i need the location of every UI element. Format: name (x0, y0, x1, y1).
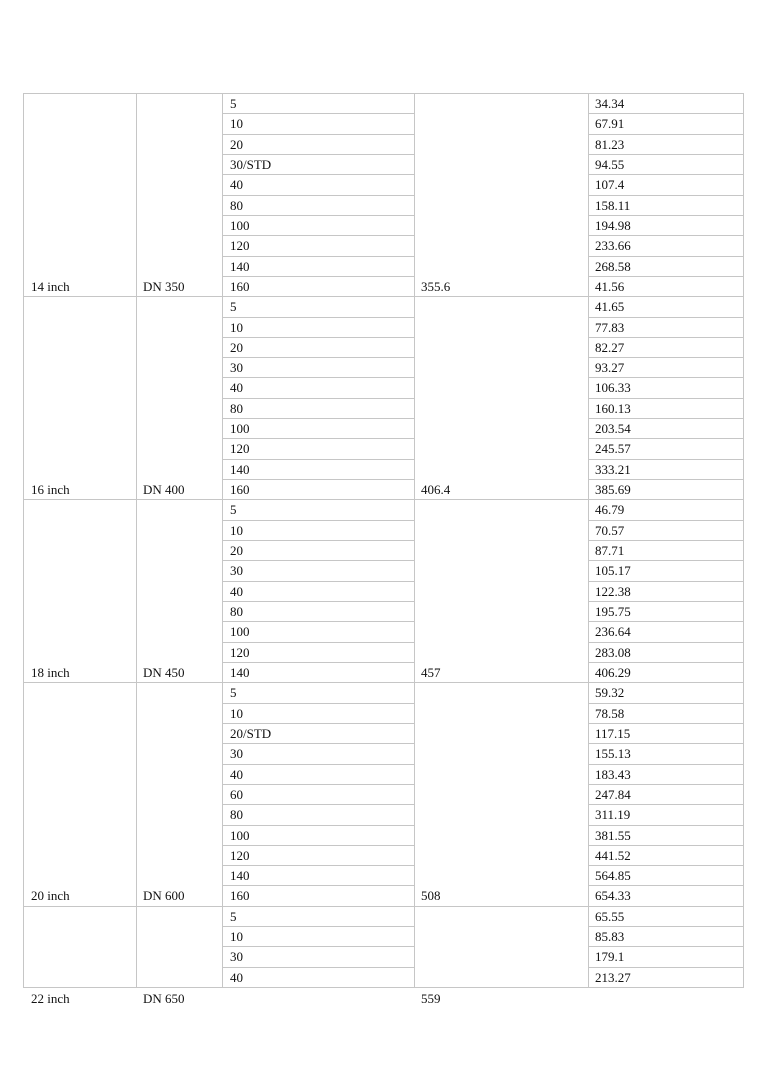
row-divider (222, 256, 414, 257)
weight-cell: 94.55 (595, 156, 625, 172)
row-divider (222, 967, 414, 968)
row-divider (222, 134, 414, 135)
weight-cell: 236.64 (595, 624, 631, 640)
weight-cell: 311.19 (595, 807, 631, 823)
schedule-cell: 160 (230, 888, 250, 904)
row-divider (588, 357, 743, 358)
schedule-cell: 100 (230, 421, 250, 437)
outside-diameter-cell: 508 (421, 888, 441, 904)
weight-cell: 122.38 (595, 583, 631, 599)
row-divider (222, 662, 414, 663)
table-top-border (23, 93, 743, 94)
row-divider (222, 276, 414, 277)
row-divider (222, 764, 414, 765)
schedule-cell: 140 (230, 461, 250, 477)
nominal-size-cell: 14 inch (31, 278, 70, 294)
row-divider (588, 337, 743, 338)
group-divider (23, 499, 744, 500)
weight-cell: 67.91 (595, 116, 625, 132)
row-divider (588, 134, 743, 135)
row-divider (222, 703, 414, 704)
row-divider (588, 601, 743, 602)
weight-cell: 93.27 (595, 360, 625, 376)
dn-size-cell: DN 450 (143, 664, 185, 680)
nominal-size-cell: 16 inch (31, 482, 70, 498)
nominal-size-cell: 18 inch (31, 664, 70, 680)
schedule-cell: 40 (230, 583, 243, 599)
row-divider (588, 398, 743, 399)
row-divider (222, 195, 414, 196)
weight-cell: 406.29 (595, 664, 631, 680)
weight-cell: 179.1 (595, 949, 625, 965)
schedule-cell: 20 (230, 136, 243, 152)
weight-cell: 283.08 (595, 644, 631, 660)
row-divider (222, 520, 414, 521)
row-divider (588, 215, 743, 216)
schedule-cell: 40 (230, 766, 243, 782)
weight-cell: 81.23 (595, 136, 625, 152)
group-divider (23, 296, 744, 297)
weight-cell: 65.55 (595, 908, 625, 924)
row-divider (222, 377, 414, 378)
outside-diameter-cell: 457 (421, 664, 441, 680)
schedule-cell: 30 (230, 360, 243, 376)
row-divider (588, 276, 743, 277)
row-divider (222, 479, 414, 480)
outside-diameter-cell: 559 (421, 991, 441, 1007)
weight-cell: 441.52 (595, 847, 631, 863)
row-divider (222, 357, 414, 358)
group-divider (23, 987, 744, 988)
weight-cell: 381.55 (595, 827, 631, 843)
row-divider (588, 967, 743, 968)
dn-size-cell: DN 650 (143, 991, 185, 1007)
schedule-cell: 20 (230, 543, 243, 559)
schedule-cell: 120 (230, 441, 250, 457)
weight-cell: 233.66 (595, 238, 631, 254)
row-divider (222, 865, 414, 866)
schedule-cell: 120 (230, 238, 250, 254)
row-divider (588, 621, 743, 622)
schedule-cell: 80 (230, 807, 243, 823)
schedule-cell: 120 (230, 847, 250, 863)
row-divider (588, 946, 743, 947)
weight-cell: 117.15 (595, 725, 631, 741)
weight-cell: 78.58 (595, 705, 625, 721)
row-divider (588, 784, 743, 785)
weight-cell: 213.27 (595, 969, 631, 985)
row-divider (588, 540, 743, 541)
schedule-cell: 160 (230, 278, 250, 294)
weight-cell: 268.58 (595, 258, 631, 274)
row-divider (222, 560, 414, 561)
schedule-cell: 40 (230, 177, 243, 193)
column-divider (743, 93, 744, 988)
row-divider (222, 337, 414, 338)
schedule-cell: 140 (230, 258, 250, 274)
row-divider (588, 459, 743, 460)
weight-cell: 245.57 (595, 441, 631, 457)
weight-cell: 203.54 (595, 421, 631, 437)
dn-size-cell: DN 600 (143, 888, 185, 904)
weight-cell: 183.43 (595, 766, 631, 782)
weight-cell: 155.13 (595, 746, 631, 762)
weight-cell: 34.34 (595, 96, 625, 111)
row-divider (588, 845, 743, 846)
row-divider (588, 174, 743, 175)
row-divider (588, 926, 743, 927)
row-divider (222, 885, 414, 886)
weight-cell: 105.17 (595, 563, 631, 579)
weight-cell: 85.83 (595, 929, 625, 945)
nominal-size-cell: 22 inch (31, 991, 70, 1007)
row-divider (222, 174, 414, 175)
schedule-cell: 20 (230, 339, 243, 355)
outside-diameter-cell: 406.4 (421, 482, 451, 498)
row-divider (222, 845, 414, 846)
schedule-cell: 100 (230, 217, 250, 233)
schedule-cell: 10 (230, 319, 243, 335)
row-divider (588, 804, 743, 805)
row-divider (588, 154, 743, 155)
dn-size-cell: DN 350 (143, 278, 185, 294)
schedule-cell: 30 (230, 563, 243, 579)
row-divider (588, 764, 743, 765)
row-divider (588, 377, 743, 378)
row-divider (222, 113, 414, 114)
weight-cell: 59.32 (595, 685, 625, 701)
weight-cell: 82.27 (595, 339, 625, 355)
row-divider (222, 784, 414, 785)
schedule-cell: 40 (230, 380, 243, 396)
schedule-cell: 30 (230, 746, 243, 762)
schedule-cell: 60 (230, 786, 243, 802)
schedule-cell: 40 (230, 969, 243, 985)
row-divider (588, 581, 743, 582)
weight-cell: 385.69 (595, 482, 631, 498)
row-divider (222, 438, 414, 439)
row-divider (222, 215, 414, 216)
row-divider (222, 601, 414, 602)
row-divider (588, 520, 743, 521)
row-divider (222, 398, 414, 399)
row-divider (222, 723, 414, 724)
row-divider (588, 317, 743, 318)
group-divider (23, 682, 744, 683)
weight-cell: 87.71 (595, 543, 625, 559)
row-divider (588, 438, 743, 439)
schedule-cell: 160 (230, 482, 250, 498)
row-divider (588, 479, 743, 480)
row-divider (222, 154, 414, 155)
row-divider (588, 885, 743, 886)
row-divider (588, 723, 743, 724)
group-divider (23, 906, 744, 907)
row-divider (588, 418, 743, 419)
weight-cell: 160.13 (595, 400, 631, 416)
schedule-cell: 20/STD (230, 725, 272, 741)
row-divider (222, 804, 414, 805)
row-divider (222, 926, 414, 927)
schedule-cell: 5 (230, 96, 237, 111)
schedule-cell: 5 (230, 299, 237, 315)
schedule-cell: 100 (230, 827, 250, 843)
row-divider (588, 642, 743, 643)
column-divider (414, 93, 415, 988)
weight-cell: 247.84 (595, 786, 631, 802)
schedule-cell: 5 (230, 685, 237, 701)
schedule-cell: 80 (230, 400, 243, 416)
weight-cell: 333.21 (595, 461, 631, 477)
column-divider (222, 93, 223, 988)
row-divider (588, 195, 743, 196)
row-divider (222, 825, 414, 826)
row-divider (588, 743, 743, 744)
column-divider (136, 93, 137, 988)
schedule-cell: 30 (230, 949, 243, 965)
dn-size-cell: DN 400 (143, 482, 185, 498)
schedule-cell: 10 (230, 116, 243, 132)
weight-cell: 77.83 (595, 319, 625, 335)
schedule-cell: 5 (230, 502, 237, 518)
row-divider (222, 581, 414, 582)
weight-cell: 46.79 (595, 502, 625, 518)
row-divider (588, 256, 743, 257)
row-divider (222, 642, 414, 643)
column-divider (23, 93, 24, 988)
row-divider (222, 418, 414, 419)
schedule-cell: 80 (230, 604, 243, 619)
row-divider (588, 560, 743, 561)
schedule-cell: 10 (230, 705, 243, 721)
row-divider (588, 235, 743, 236)
outside-diameter-cell: 355.6 (421, 278, 451, 294)
row-divider (588, 865, 743, 866)
row-divider (222, 946, 414, 947)
row-divider (222, 621, 414, 622)
weight-cell: 106.33 (595, 380, 631, 396)
row-divider (222, 235, 414, 236)
row-divider (588, 113, 743, 114)
schedule-cell: 120 (230, 644, 250, 660)
nominal-size-cell: 20 inch (31, 888, 70, 904)
row-divider (222, 459, 414, 460)
weight-cell: 158.11 (595, 197, 631, 213)
row-divider (222, 317, 414, 318)
weight-cell: 107.4 (595, 177, 625, 193)
schedule-cell: 30/STD (230, 156, 272, 172)
schedule-cell: 10 (230, 522, 243, 538)
column-divider (588, 93, 589, 988)
schedule-cell: 5 (230, 908, 237, 924)
weight-cell: 195.75 (595, 604, 631, 619)
schedule-cell: 10 (230, 929, 243, 945)
weight-cell: 564.85 (595, 868, 631, 884)
weight-cell: 70.57 (595, 522, 625, 538)
schedule-cell: 140 (230, 868, 250, 884)
weight-cell: 194.98 (595, 217, 631, 233)
row-divider (222, 540, 414, 541)
weight-cell: 41.56 (595, 278, 625, 294)
row-divider (588, 825, 743, 826)
row-divider (222, 743, 414, 744)
schedule-cell: 140 (230, 664, 250, 680)
row-divider (588, 662, 743, 663)
weight-cell: 654.33 (595, 888, 631, 904)
schedule-cell: 100 (230, 624, 250, 640)
schedule-cell: 80 (230, 197, 243, 213)
row-divider (588, 703, 743, 704)
weight-cell: 41.65 (595, 299, 625, 315)
